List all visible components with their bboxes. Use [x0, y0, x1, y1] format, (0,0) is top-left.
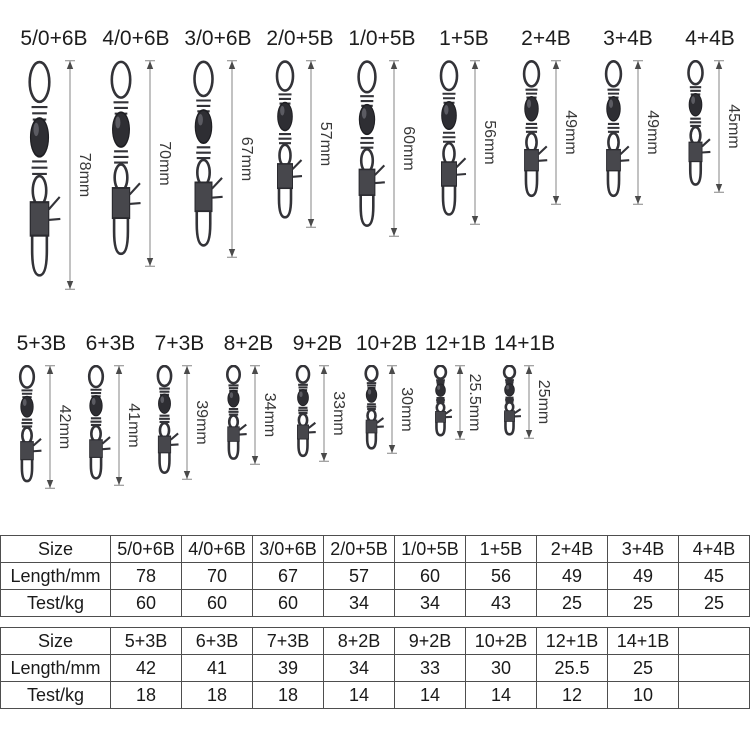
spec-table-2 [0, 627, 750, 709]
product-size-label: 2/0+5B [266, 27, 334, 50]
product-size-label: 3/0+6B [184, 27, 252, 50]
product-item [146, 331, 213, 480]
value-cell: 7+3B [253, 628, 324, 655]
value-cell: 49 [608, 563, 679, 590]
dimension-length-label: 42mm [55, 404, 73, 450]
product-item [284, 331, 351, 462]
value-cell: 8+2B [324, 628, 395, 655]
value-cell: 5/0+6B [111, 536, 182, 563]
swivel-snap-icon [496, 365, 523, 439]
product-size-label: 1/0+5B [348, 27, 416, 50]
value-cell: 49 [537, 563, 608, 590]
value-cell: 67 [253, 563, 324, 590]
value-cell: 3/0+6B [253, 536, 324, 563]
product-figure [678, 60, 743, 193]
value-cell: 14+1B [608, 628, 679, 655]
value-cell: 12 [537, 682, 608, 709]
product-figure [513, 60, 580, 205]
table-row [1, 590, 750, 617]
dimension-length-label: 78mm [75, 152, 93, 198]
table-row [1, 536, 750, 563]
row-header-cell: Test/kg [1, 682, 111, 709]
value-cell: 42 [111, 655, 182, 682]
swivel-snap-icon [429, 60, 469, 225]
value-cell: 10+2B [466, 628, 537, 655]
value-cell: 60 [253, 590, 324, 617]
swivel-snap-icon [513, 60, 550, 205]
product-item [670, 26, 750, 193]
product-size-label: 4/0+6B [102, 27, 170, 50]
value-cell: 25 [679, 590, 750, 617]
value-cell: 25 [608, 590, 679, 617]
value-cell: 10 [608, 682, 679, 709]
product-item [96, 26, 176, 267]
spec-table-1 [0, 535, 750, 617]
value-cell: 43 [466, 590, 537, 617]
product-figure [427, 365, 484, 440]
product-size-label: 3+4B [603, 27, 653, 50]
value-cell: 30 [466, 655, 537, 682]
product-figure [218, 365, 279, 465]
product-figure [346, 60, 418, 237]
product-item [215, 331, 282, 465]
value-cell: 12+1B [537, 628, 608, 655]
value-cell: 41 [182, 655, 253, 682]
product-item [491, 331, 558, 439]
value-cell: 25 [537, 590, 608, 617]
value-cell: 18 [111, 682, 182, 709]
table-row [1, 563, 750, 590]
value-cell: 45 [679, 563, 750, 590]
value-cell: 14 [324, 682, 395, 709]
product-figure [15, 60, 94, 290]
swivel-snap-icon [98, 60, 144, 267]
value-cell: 4+4B [679, 536, 750, 563]
swivel-snap-icon [678, 60, 713, 193]
product-figure [181, 60, 256, 258]
spec-table-body [1, 536, 750, 617]
value-cell [679, 628, 750, 655]
dimension-length-label: 25mm [535, 379, 552, 425]
value-cell: 33 [395, 655, 466, 682]
dimension-length-label: 67mm [237, 136, 255, 182]
dimension-length-label: 57mm [317, 121, 334, 167]
value-cell [679, 655, 750, 682]
product-figure [10, 365, 74, 489]
spec-tables [0, 535, 750, 719]
product-item [422, 331, 489, 440]
product-figure [79, 365, 143, 486]
value-cell: 2/0+5B [324, 536, 395, 563]
product-item [260, 26, 340, 228]
product-item [77, 331, 144, 486]
value-cell: 39 [253, 655, 324, 682]
spec-table-body [1, 628, 750, 709]
row-header-cell: Size [1, 536, 111, 563]
value-cell: 78 [111, 563, 182, 590]
product-size-label: 7+3B [154, 332, 205, 355]
dimension-length-label: 33mm [329, 391, 347, 436]
value-cell: 60 [395, 563, 466, 590]
dimension-arrow-icon [713, 60, 725, 193]
product-size-label: 4+4B [685, 27, 735, 50]
product-item [353, 331, 420, 454]
value-cell [679, 682, 750, 709]
swivel-snap-icon [181, 60, 226, 258]
value-cell: 34 [324, 590, 395, 617]
value-cell: 4/0+6B [182, 536, 253, 563]
product-figure [288, 365, 348, 462]
dimension-length-label: 60mm [400, 126, 417, 171]
swivel-snap-icon [15, 60, 64, 290]
product-row-small-sizes [0, 325, 558, 489]
product-size-label: 5+3B [16, 332, 67, 355]
value-cell: 60 [111, 590, 182, 617]
value-cell: 9+2B [395, 628, 466, 655]
value-cell: 25.5 [537, 655, 608, 682]
value-cell: 18 [253, 682, 324, 709]
product-size-label: 14+1B [493, 332, 556, 355]
dimension-length-label: 30mm [398, 387, 415, 432]
product-item [178, 26, 258, 258]
dimension-length-label: 41mm [124, 403, 142, 448]
value-cell: 1/0+5B [395, 536, 466, 563]
dimension-length-label: 34mm [261, 392, 278, 438]
product-size-label: 8+2B [223, 332, 274, 355]
swivel-snap-icon [265, 60, 305, 228]
swivel-snap-icon [218, 365, 249, 465]
dimension-length-label: 70mm [156, 141, 173, 186]
value-cell: 1+5B [466, 536, 537, 563]
swivel-snap-icon [288, 365, 318, 462]
value-cell: 34 [324, 655, 395, 682]
product-size-label: 12+1B [424, 332, 487, 355]
dimension-length-label: 56mm [481, 120, 498, 165]
swivel-snap-icon [595, 60, 632, 205]
row-header-cell: Length/mm [1, 563, 111, 590]
dimension-arrow-icon [226, 60, 238, 258]
swivel-snap-icon [10, 365, 44, 489]
value-cell: 14 [395, 682, 466, 709]
value-cell: 14 [466, 682, 537, 709]
product-size-label: 10+2B [355, 332, 418, 355]
swivel-snap-icon [357, 365, 386, 454]
dimension-arrow-icon [550, 60, 562, 205]
product-figure [357, 365, 416, 454]
dimension-arrow-icon [113, 365, 125, 486]
swivel-snap-icon [427, 365, 454, 440]
product-item [424, 26, 504, 225]
dimension-arrow-icon [318, 365, 330, 462]
dimension-length-label: 49mm [561, 110, 579, 155]
value-cell: 2+4B [537, 536, 608, 563]
product-size-label: 6+3B [85, 332, 136, 355]
swivel-snap-icon [346, 60, 388, 237]
value-cell: 6+3B [182, 628, 253, 655]
product-figure [595, 60, 662, 205]
dimension-length-label: 45mm [724, 104, 742, 149]
product-size-label: 5/0+6B [20, 27, 88, 50]
dimension-length-label: 25.5mm [466, 373, 483, 432]
value-cell: 70 [182, 563, 253, 590]
dimension-arrow-icon [632, 60, 644, 205]
value-cell: 3+4B [608, 536, 679, 563]
swivel-snap-icon [79, 365, 113, 486]
product-item [8, 331, 75, 489]
value-cell: 56 [466, 563, 537, 590]
value-cell: 18 [182, 682, 253, 709]
product-figure [265, 60, 335, 228]
dimension-arrow-icon [44, 365, 56, 489]
table-row [1, 655, 750, 682]
table-row [1, 628, 750, 655]
value-cell: 60 [182, 590, 253, 617]
product-item [588, 26, 668, 205]
table-row [1, 682, 750, 709]
dimension-length-label: 49mm [643, 110, 661, 155]
value-cell: 34 [395, 590, 466, 617]
row-header-cell: Test/kg [1, 590, 111, 617]
product-item [14, 26, 94, 290]
product-figure [429, 60, 499, 225]
product-figure [148, 365, 211, 480]
product-figure [98, 60, 174, 267]
product-size-label: 9+2B [292, 332, 343, 355]
product-size-label: 2+4B [521, 27, 571, 50]
row-header-cell: Length/mm [1, 655, 111, 682]
product-figure [496, 365, 553, 439]
value-cell: 57 [324, 563, 395, 590]
value-cell: 5+3B [111, 628, 182, 655]
dimension-arrow-icon [64, 60, 76, 290]
value-cell: 25 [608, 655, 679, 682]
product-size-label: 1+5B [439, 27, 489, 50]
dimension-length-label: 39mm [193, 400, 210, 445]
swivel-snap-icon [148, 365, 181, 480]
product-item [506, 26, 586, 205]
row-header-cell: Size [1, 628, 111, 655]
product-item [342, 26, 422, 237]
product-row-large-sizes [0, 0, 750, 290]
